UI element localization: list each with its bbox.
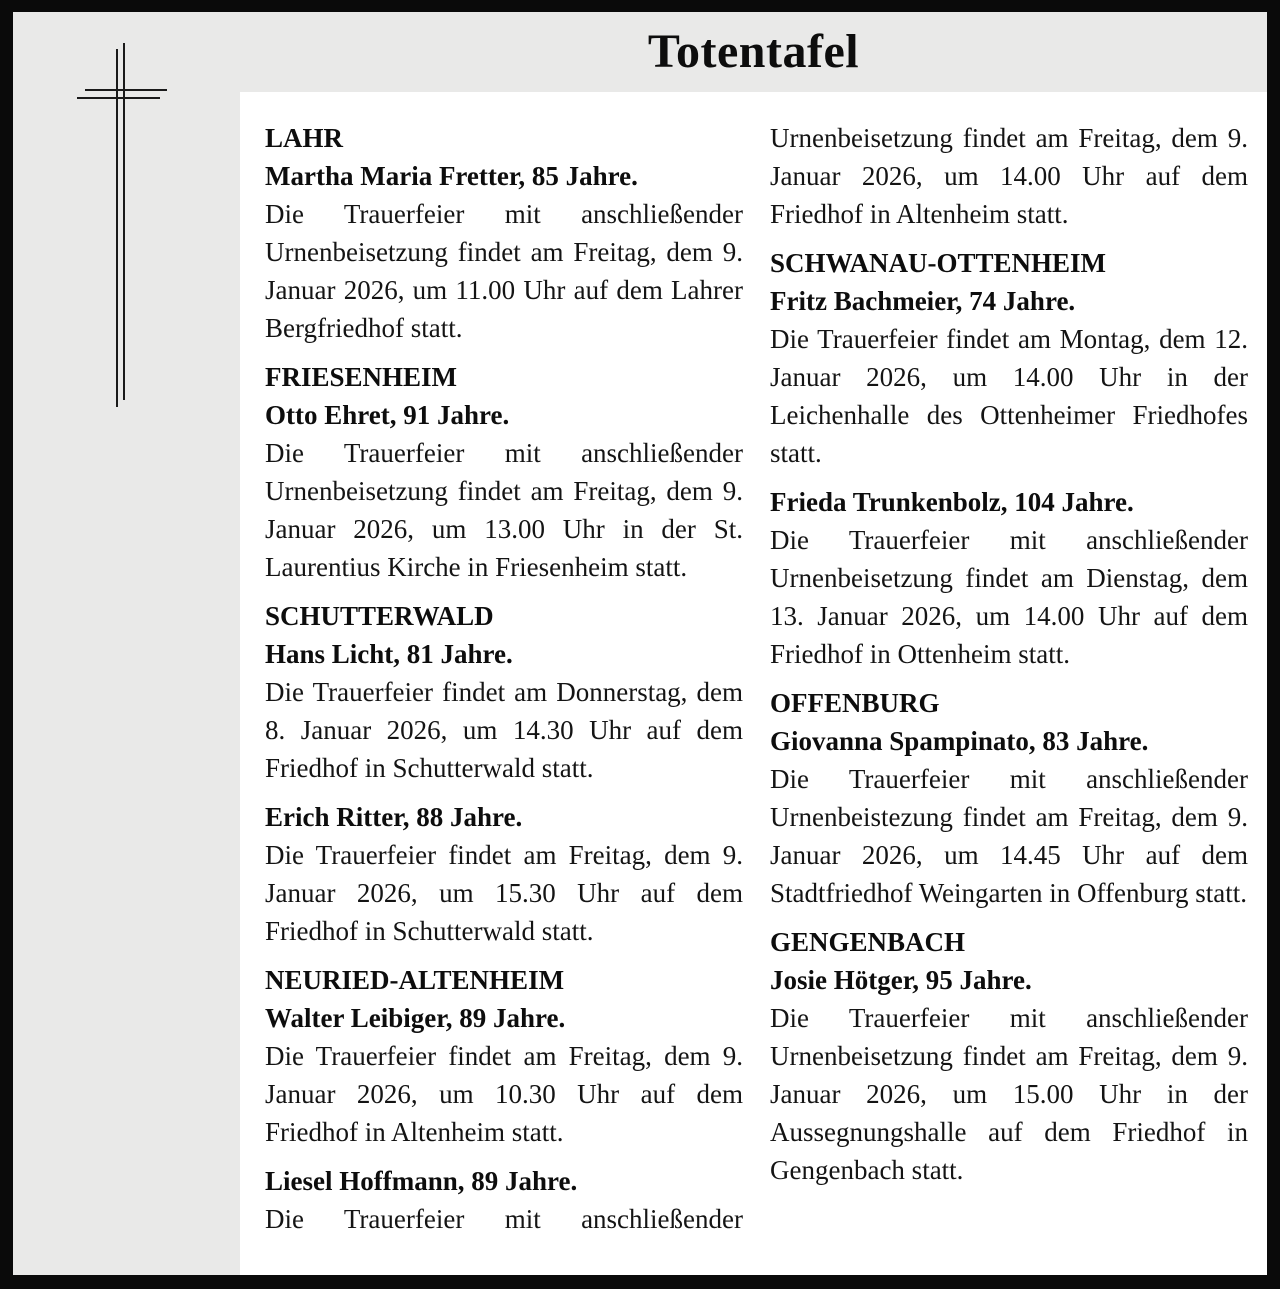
notice-body: Die Trauerfeier findet am Montag, dem 12. Januar 2026, um 14.00 Uhr in der Leichenhalle des Ottenheimer Friedhofes statt. [770, 324, 1248, 468]
notice-hoffmann [265, 1162, 743, 1238]
notices-panel [240, 92, 1267, 1275]
notice-body: Die Trauerfeier mit anschließender Urnenbeistezung findet am Freitag, dem 9. Januar 2026, um 14.45 Uhr auf dem Stadtfriedhof Weingarten in Offenburg statt. [770, 764, 1248, 908]
notice-body: Die Trauerfeier findet am Freitag, dem 9. Januar 2026, um 15.30 Uhr auf dem Friedhof in Schutterwald statt. [265, 840, 743, 946]
page-title: Totentafel [647, 25, 860, 78]
notice-neuried-leibiger [265, 961, 743, 1151]
notices-column-left [265, 119, 743, 1249]
notice-name: Giovanna Spampinato, 83 Jahre. [770, 726, 1149, 756]
notices-column-right [770, 119, 1248, 1200]
notice-name: Erich Ritter, 88 Jahre. [265, 802, 523, 832]
notice-friesenheim-ehret [265, 358, 743, 586]
notice-body: Die Trauerfeier mit anschließender Urnenbeisetzung findet am Dienstag, dem 13. Januar 2026, um 14.00 Uhr auf dem Friedhof in Ottenheim statt. [770, 525, 1248, 669]
notice-body: Die Trauerfeier mit anschließender Urnenbeisetzung findet am Freitag, dem 9. Januar 2026, um 11.00 Uhr auf dem Lahrer Bergfriedhof statt. [265, 199, 743, 343]
notice-place: LAHR [265, 123, 344, 153]
notice-name: Walter Leibiger, 89 Jahre. [265, 1003, 566, 1033]
notice-offenburg-spampinato [770, 684, 1248, 912]
notice-body: Die Trauerfeier mit anschließender Urnenbeisetzung findet am Freitag, dem 9. Januar 2026, um 13.00 Uhr in der St. Laurentius Kirche in Friesenheim statt. [265, 438, 743, 582]
notice-body: Die Trauerfeier mit anschließender Urnenbeisetzung findet am Freitag, dem 9. Januar 2026, um 15.00 Uhr in der Aussegnungshalle auf dem Friedhof in Gengenbach statt. [770, 1003, 1248, 1185]
notice-body: Die Trauerfeier mit anschließender [265, 1204, 743, 1234]
notice-schutterwald-ritter [265, 798, 743, 950]
notice-name: Frieda Trunkenbolz, 104 Jahre. [770, 487, 1134, 517]
notice-place: NEURIED-ALTENHEIM [265, 965, 565, 995]
notice-name: Otto Ehret, 91 Jahre. [265, 400, 510, 430]
notice-schwanau-bachmeier [770, 244, 1248, 472]
notice-name: Hans Licht, 81 Jahre. [265, 639, 513, 669]
notice-body: Die Trauerfeier findet am Freitag, dem 9. Januar 2026, um 10.30 Uhr auf dem Friedhof in Altenheim statt. [265, 1041, 743, 1147]
notice-name: Josie Hötger, 95 Jahre. [770, 965, 1032, 995]
notice-schutterwald-licht [265, 597, 743, 787]
notice-place: FRIESENHEIM [265, 362, 458, 392]
notice-name: Fritz Bachmeier, 74 Jahre. [770, 286, 1076, 316]
notice-place: GENGENBACH [770, 927, 966, 957]
notice-hoffmann-continuation [770, 119, 1248, 233]
notice-place: SCHWANAU-OTTENHEIM [770, 248, 1107, 278]
cross-icon [70, 40, 180, 415]
notice-place: OFFENBURG [770, 688, 940, 718]
notice-name: Liesel Hoffmann, 89 Jahre. [265, 1166, 578, 1196]
notice-lahr-fretter [265, 119, 743, 347]
notice-gengenbach-hoetger [770, 923, 1248, 1189]
notice-name: Martha Maria Fretter, 85 Jahre. [265, 161, 638, 191]
notice-place: SCHUTTERWALD [265, 601, 494, 631]
notice-trunkenbolz [770, 483, 1248, 673]
notice-body: Die Trauerfeier findet am Donnerstag, dem 8. Januar 2026, um 14.30 Uhr auf dem Friedhof in Schutterwald statt. [265, 677, 743, 783]
notice-body-continuation: Urnenbeisetzung findet am Freitag, dem 9. Januar 2026, um 14.00 Uhr auf dem Friedhof in Altenheim statt. [770, 123, 1248, 229]
